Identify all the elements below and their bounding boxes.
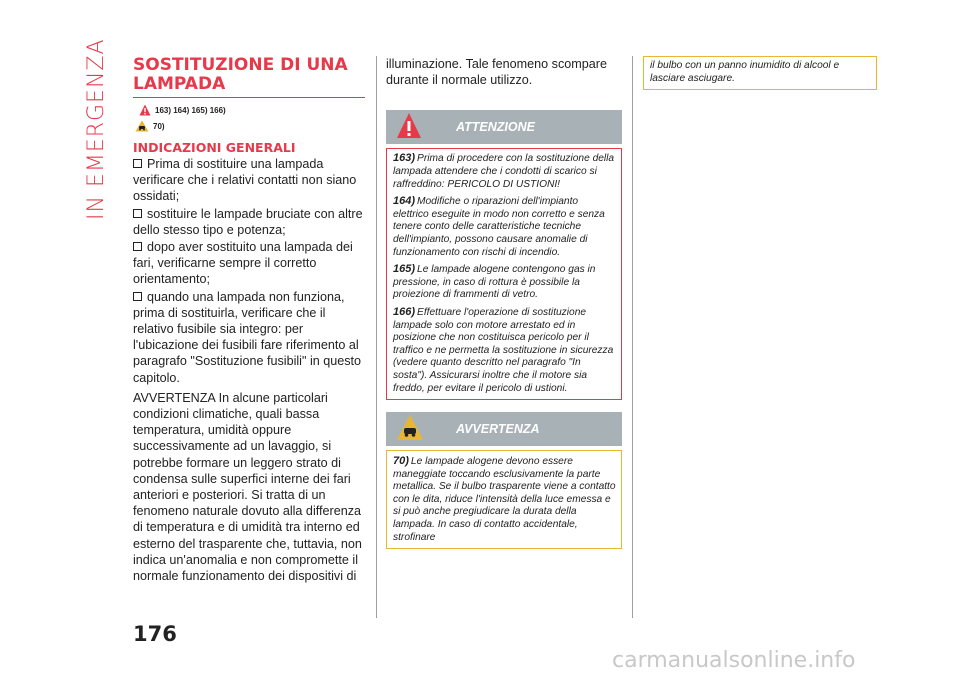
warning-triangle-icon [396, 112, 422, 140]
list-item: quando una lampada non funziona, prima di sostituirla, verificare che il relativo fusibile sia integro: per l'ubicazione dei fusibili fare riferimento al paragrafo "Sostituzione fusibili" in questo capitolo. [133, 289, 362, 385]
warning-triangle-icon [139, 104, 151, 116]
warning-note: 165) Le lampade alogene contengono gas in pressione, in caso di rottura è possibile la proiezione di frammenti di vetro. [393, 263, 596, 301]
warning-note: 164) Modifiche o riparazioni dell'impianto elettrico eseguite in modo non corretto e senza tenere conto delle caratteristiche tecniche dell'impianto, possono causare anomalie di funzionamento con rischi di incendio. [393, 195, 605, 258]
checkbox-bullet-icon [133, 159, 142, 168]
chapter-side-tab [76, 40, 116, 220]
note-refs-text: 70) [153, 121, 165, 131]
chapter-side-tab-label: IN EMERGENZA [84, 38, 109, 220]
checkbox-bullet-icon [133, 242, 142, 251]
note-refs [135, 120, 365, 132]
column-divider [376, 56, 377, 618]
section-title: SOSTITUZIONE DI UNA LAMPADA [133, 56, 365, 98]
list-item: sostituire le lampade bruciate con altre dello stesso tipo e potenza; [133, 206, 363, 237]
column-3 [643, 56, 877, 90]
caution-note: 70) Le lampade alogene devono essere maneggiate toccando esclusivamente la parte metallica. Se il bulbo trasparente viene a contatto con le dita, riduce l'intensità della luce emessa e si può anche pregiudicare la durata della lampada. In caso di contatto accidentale, strofinare [393, 455, 616, 543]
avvertenza-label: AVVERTENZA [456, 422, 540, 437]
checkbox-bullet-icon [133, 209, 142, 218]
avvertenza-paragraph-continued: illuminazione. Tale fenomeno scompare durante il normale utilizzo. [386, 57, 607, 88]
attenzione-box [386, 148, 622, 400]
avvertenza-paragraph: AVVERTENZA In alcune particolari condizioni climatiche, quali bassa temperatura, umidità oppure successivamente ad un lavaggio, si potrebbe formare un leggero strato di condensa sulle superfici interne dei fari anteriori e posteriori. Si tratta di un fenomeno naturale dovuto alla differenza di temperatura e di umidità tra interno ed esterno del trasparente che, tuttavia, non indica un'anomalia e non compromette il normale funzionamento dei dispositivi di [133, 390, 362, 584]
checkbox-bullet-icon [133, 292, 142, 301]
warning-note: 166) Effettuare l'operazione di sostituzione lampade solo con motore arrestato ed in posizione che non costituisca pericolo per il traffico e ne permetta la sostituzione in sicurezza (vedere quanto descritto nel paragrafo "In sosta"). Assicurarsi inoltre che il motore sia freddo, per evitare il pericolo di ustioni. [393, 305, 614, 394]
list-item: Prima di sostituire una lampada verificare che i relativi contatti non siano ossidati; [133, 157, 357, 204]
list-item: dopo aver sostituito una lampada dei fari, verificarne sempre il corretto orientamento; [133, 240, 353, 287]
page-number: 176 [133, 622, 177, 646]
watermark: carmanualsonline.info [612, 648, 856, 673]
avvertenza-box [386, 450, 622, 549]
avvertenza-box-continued [643, 56, 877, 90]
attenzione-header [386, 110, 622, 144]
column-divider [632, 56, 633, 618]
subsection-title: INDICAZIONI GENERALI [133, 140, 296, 155]
avvertenza-header [386, 412, 622, 446]
warning-refs-text: 163) 164) 165) 166) [155, 105, 226, 115]
car-caution-icon [396, 414, 424, 442]
caution-note-continued: il bulbo con un panno inumidito di alcool e lasciare asciugare. [650, 60, 840, 84]
warning-note: 163) Prima di procedere con la sostituzione della lampada attendere che i condotti di scarico si raffreddino: PERICOLO DI USTIONI! [393, 152, 615, 190]
bullet-list [133, 156, 365, 584]
column-2 [386, 56, 622, 549]
attenzione-label: ATTENZIONE [456, 120, 535, 135]
column-1 [133, 56, 365, 584]
car-caution-icon [135, 120, 149, 132]
warning-refs [139, 104, 365, 116]
